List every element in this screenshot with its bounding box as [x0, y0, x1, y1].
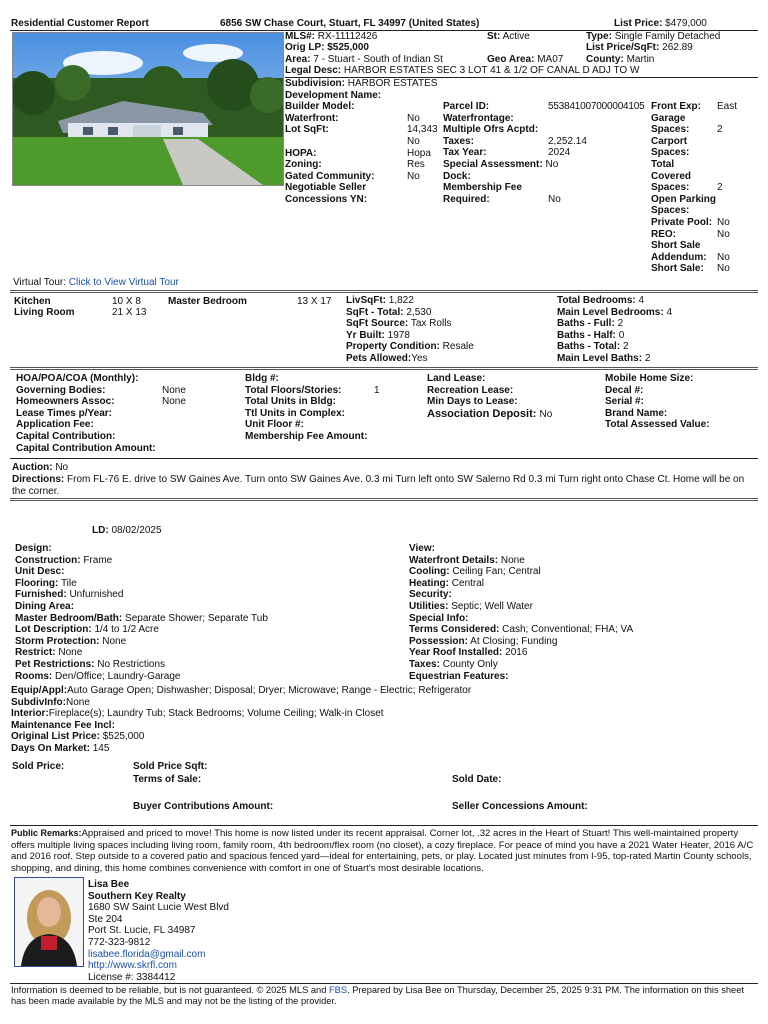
feature-row — [15, 589, 268, 601]
feature-label: Rooms: — [15, 670, 53, 682]
remarks-divider — [10, 825, 758, 826]
feature-value: Tile — [60, 577, 77, 589]
details-col-3: Front Exp: Garage Spaces: Carport Spaces: Total Covered Spaces: Open Parking Spaces: Private Pool: REO: Short Sale Addendum: Short Sale: — [651, 101, 717, 275]
feature-label: Heating: — [409, 577, 449, 589]
feature-row — [409, 589, 633, 601]
feature-row — [409, 647, 633, 659]
agent-company: Southern Key Realty — [88, 890, 186, 902]
feature-value: $525,000 — [102, 731, 145, 743]
feature-row — [15, 543, 268, 555]
hoa-divider — [10, 367, 758, 370]
rooms-sqft-col: LivSqFt: 1,822 SqFt - Total: 2,530 SqFt Source: Tax Rolls Yr Built: 1978 Property Condition: Resale Pets Allowed:Yes — [346, 295, 474, 364]
fbs-link[interactable]: FBS — [328, 985, 348, 995]
hoa-col-1-values: None None — [162, 384, 186, 408]
seller-concessions: Seller Concessions Amount: — [452, 801, 588, 812]
feature-value: At Closing; Funding — [470, 635, 558, 647]
original-list-price: Orig LP: $525,000 — [285, 42, 369, 53]
features-right — [409, 543, 633, 682]
feature-label: Cooling: — [409, 566, 450, 578]
feature-value: 1/4 to 1/2 Acre — [94, 624, 159, 636]
feature-row — [11, 685, 471, 697]
feature-row — [15, 601, 268, 613]
buyer-contributions: Buyer Contributions Amount: — [133, 801, 274, 812]
agent-photo — [14, 877, 84, 967]
geo-area: Geo Area: MA07 — [487, 54, 564, 65]
features-left — [15, 543, 268, 682]
feature-label: Special Info: — [409, 612, 469, 624]
property-type: Type: Single Family Detached — [586, 31, 721, 42]
feature-label: Waterfront Details: — [409, 554, 499, 566]
feature-label: Days On Market: — [11, 742, 90, 754]
details-col-2-values: 553841007000004105 2,252.14 2024 No — [548, 101, 645, 205]
directions: Directions: From FL-76 E. drive to SW Gaines Ave. Turn onto SW Gaines Ave. 0.3 mi Turn left onto SW Salerno Rd 0.3 mi Turn right onto Chase Ct. Home will be on the corner. — [12, 474, 745, 497]
feature-label: Equip/Appl: — [11, 685, 68, 696]
agent-website-link[interactable]: http://www.skrfl.com — [88, 960, 177, 972]
living-label: Living Room — [14, 307, 75, 318]
mls-number: MLS#: RX-11112426 — [285, 31, 378, 42]
feature-row — [409, 659, 633, 671]
feature-row — [11, 708, 471, 720]
feature-row — [409, 624, 633, 636]
feature-row — [11, 697, 471, 709]
feature-row — [409, 555, 633, 567]
details-col-1-values: No 14,343 No Hopa Res No — [407, 112, 438, 182]
agent-address-3: Port St. Lucie, FL 34987 — [88, 925, 196, 937]
directions-divider — [10, 498, 758, 501]
list-price: List Price: $479,000 — [614, 18, 707, 29]
feature-row — [15, 636, 268, 648]
feature-label: Unit Desc: — [15, 566, 65, 578]
feature-value: Den/Office; Laundry-Garage — [55, 670, 181, 682]
feature-label: Possession: — [409, 635, 468, 647]
feature-label: Storm Protection: — [15, 635, 100, 647]
feature-label: Maintenance Fee Incl: — [11, 719, 115, 731]
feature-value: Ceiling Fan; Central — [452, 566, 541, 578]
legal-description: Legal Desc: HARBOR ESTATES SEC 3 LOT 41 & 1/2 OF CANAL D ADJ TO W — [285, 65, 640, 76]
feature-label: Pet Restrictions: — [15, 658, 95, 670]
feature-value: No Restrictions — [97, 658, 166, 670]
feature-value: None — [58, 647, 83, 659]
feature-label: Lot Description: — [15, 624, 92, 636]
feature-value: Separate Shower; Separate Tub — [125, 612, 268, 624]
hoa-col-4: Mobile Home Size: Decal #: Serial #: Brand Name: Total Assessed Value: — [605, 373, 710, 431]
sold-date: Sold Date: — [452, 774, 502, 785]
agent-email-link[interactable]: lisabee.florida@gmail.com — [88, 948, 206, 960]
feature-label: Utilities: — [409, 600, 449, 612]
feature-label: Security: — [409, 589, 452, 601]
feature-label: Furnished: — [15, 589, 67, 601]
feature-row — [409, 566, 633, 578]
feature-value: Frame — [83, 554, 113, 566]
rooms-divider — [10, 290, 758, 293]
details-col-1: Subdivision: HARBOR ESTATES Development Name: Builder Model: Waterfront: Lot SqFt: HOPA: Zoning: Gated Community: Negotiable Seller Concessions YN: — [285, 78, 438, 205]
feature-label: SubdivInfo: — [11, 696, 66, 708]
feature-label: Terms Considered: — [409, 624, 500, 636]
feature-row — [409, 636, 633, 648]
agent-info — [88, 879, 229, 983]
feature-label: Taxes: — [409, 658, 440, 670]
sold-price: Sold Price: — [12, 761, 65, 772]
feature-label: Original List Price: — [11, 731, 100, 743]
feature-value: Fireplace(s); Laundry Tub; Stack Bedrooms; Volume Ceiling; Walk-in Closet — [48, 708, 384, 720]
agent-license: License #: 3384412 — [88, 971, 176, 983]
public-remarks: Public Remarks:Appraised and priced to move! This home is now listed under its recent appraisal. Corner lot, .32 acres in the Heart of Stuart! This well-maintained property offers multiple living spaces including living room, family room, 4th bedroom/flex room (no closet), a cozy fireplace. For peace of mind you have a 2021 Water Heater, 2016 A/C and 2016 roof. Step outside to a covered patio and spacious fenced yard—ideal for entertaining, pets, or play. Located just minutes from I-95, top-rated Martin County schools, shopping, and dining, this home combines convenience with comfort in one of Stuart's most desirable locations. — [11, 828, 754, 874]
living-size: 21 X 13 — [112, 307, 147, 318]
feature-row — [15, 555, 268, 567]
footer-divider — [10, 983, 758, 984]
feature-row — [409, 543, 633, 555]
feature-label: Restrict: — [15, 647, 56, 659]
agent-phone: 772-323-9812 — [88, 936, 151, 948]
hoa-col-1: HOA/POA/COA (Monthly): Governing Bodies: Homeowners Assoc: Lease Times p/Year: Application Fee: Capital Contribution: Capital Contribution Amount: — [16, 373, 156, 454]
feature-value: County Only — [442, 658, 498, 670]
kitchen-label: Kitchen — [14, 296, 51, 307]
rooms-bed-col: Total Bedrooms: 4 Main Level Bedrooms: 4 Baths - Full: 2 Baths - Half: 0 Baths - Total: 2 Main Level Baths: 2 — [557, 295, 673, 364]
feature-row — [15, 647, 268, 659]
feature-row — [15, 671, 268, 683]
property-photo[interactable] — [12, 32, 284, 186]
sold-price-sqft: Sold Price Sqft: — [133, 761, 208, 772]
feature-row — [11, 731, 471, 743]
listing-date: LD: 08/02/2025 — [92, 525, 162, 536]
property-address: 6856 SW Chase Court, Stuart, FL 34997 (United States) — [220, 18, 480, 29]
feature-label: Dining Area: — [15, 600, 75, 612]
feature-label: View: — [409, 543, 435, 554]
feature-label: Year Roof Installed: — [409, 647, 503, 659]
feature-label: Construction: — [15, 554, 81, 566]
feature-row — [15, 578, 268, 590]
feature-row — [11, 720, 471, 732]
terms-of-sale: Terms of Sale: — [133, 774, 202, 785]
feature-row — [409, 613, 633, 625]
hoa-col-2: Bldg #: Total Floors/Stories: Total Units in Bldg: Ttl Units in Complex: Unit Floor #: Membership Fee Amount: — [245, 373, 368, 442]
feature-value: Septic; Well Water — [451, 600, 533, 612]
agent-name: Lisa Bee — [88, 879, 130, 890]
feature-row — [15, 613, 268, 625]
agent-address-1: 1680 SW Saint Lucie West Blvd — [88, 902, 229, 914]
master-label: Master Bedroom — [168, 296, 247, 307]
feature-value: Auto Garage Open; Dishwasher; Disposal; Dryer; Microwave; Range - Electric; Refrigerator — [67, 685, 472, 696]
feature-row — [409, 671, 633, 683]
master-size: 13 X 17 — [297, 296, 332, 307]
footer-disclaimer: Information is deemed to be reliable, but is not guaranteed. © 2025 MLS and FBS. Prepared by Lisa Bee on Thursday, December 25, 2025 9:31 PM. The information on this sheet has been made available by the MLS and may not be the listing of the provider. — [11, 985, 744, 1006]
auction-divider — [10, 458, 758, 459]
area: Area: 7 - Stuart - South of Indian St — [285, 54, 443, 65]
details-col-2: Parcel ID: Waterfrontage: Multiple Ofrs Acptd: Taxes: Tax Year: Special Assessment: No Dock: Membership Fee Required: — [443, 101, 559, 205]
feature-value: None — [500, 554, 525, 566]
report-title: Residential Customer Report — [11, 18, 149, 29]
feature-value: 2016 — [505, 647, 528, 659]
feature-value: Unfurnished — [69, 589, 124, 601]
county: County: Martin — [586, 54, 655, 65]
status: St: Active — [487, 31, 530, 42]
virtual-tour: Virtual Tour: Click to View Virtual Tour — [13, 277, 179, 288]
floors-value: 1 — [374, 384, 380, 396]
feature-row — [409, 601, 633, 613]
feature-value: None — [66, 696, 90, 708]
feature-row — [409, 578, 633, 590]
feature-row — [15, 624, 268, 636]
virtual-tour-link[interactable]: Click to View Virtual Tour — [68, 277, 179, 288]
feature-value: Cash; Conventional; FHA; VA — [502, 624, 634, 636]
hoa-col-3: Land Lease: Recreation Lease: Min Days to Lease: Association Deposit: No — [427, 373, 553, 420]
feature-label: Master Bedroom/Bath: — [15, 612, 123, 624]
kitchen-size: 10 X 8 — [112, 296, 141, 307]
feature-row — [15, 659, 268, 671]
feature-label: Design: — [15, 543, 52, 554]
feature-row — [15, 566, 268, 578]
feature-label: Interior: — [11, 708, 49, 720]
details-col-3-values: East 2 2 No No No No — [717, 101, 738, 275]
feature-value: None — [102, 635, 127, 647]
feature-value: 145 — [92, 742, 110, 754]
feature-value: Central — [451, 577, 485, 589]
features-full — [11, 685, 471, 755]
agent-address-2: Ste 204 — [88, 913, 123, 925]
feature-label: Equestrian Features: — [409, 670, 509, 682]
feature-label: Flooring: — [15, 577, 59, 589]
list-price-sqft: List Price/SqFt: 262.89 — [586, 42, 693, 53]
auction: Auction: No — [12, 462, 69, 473]
feature-row — [11, 743, 471, 755]
